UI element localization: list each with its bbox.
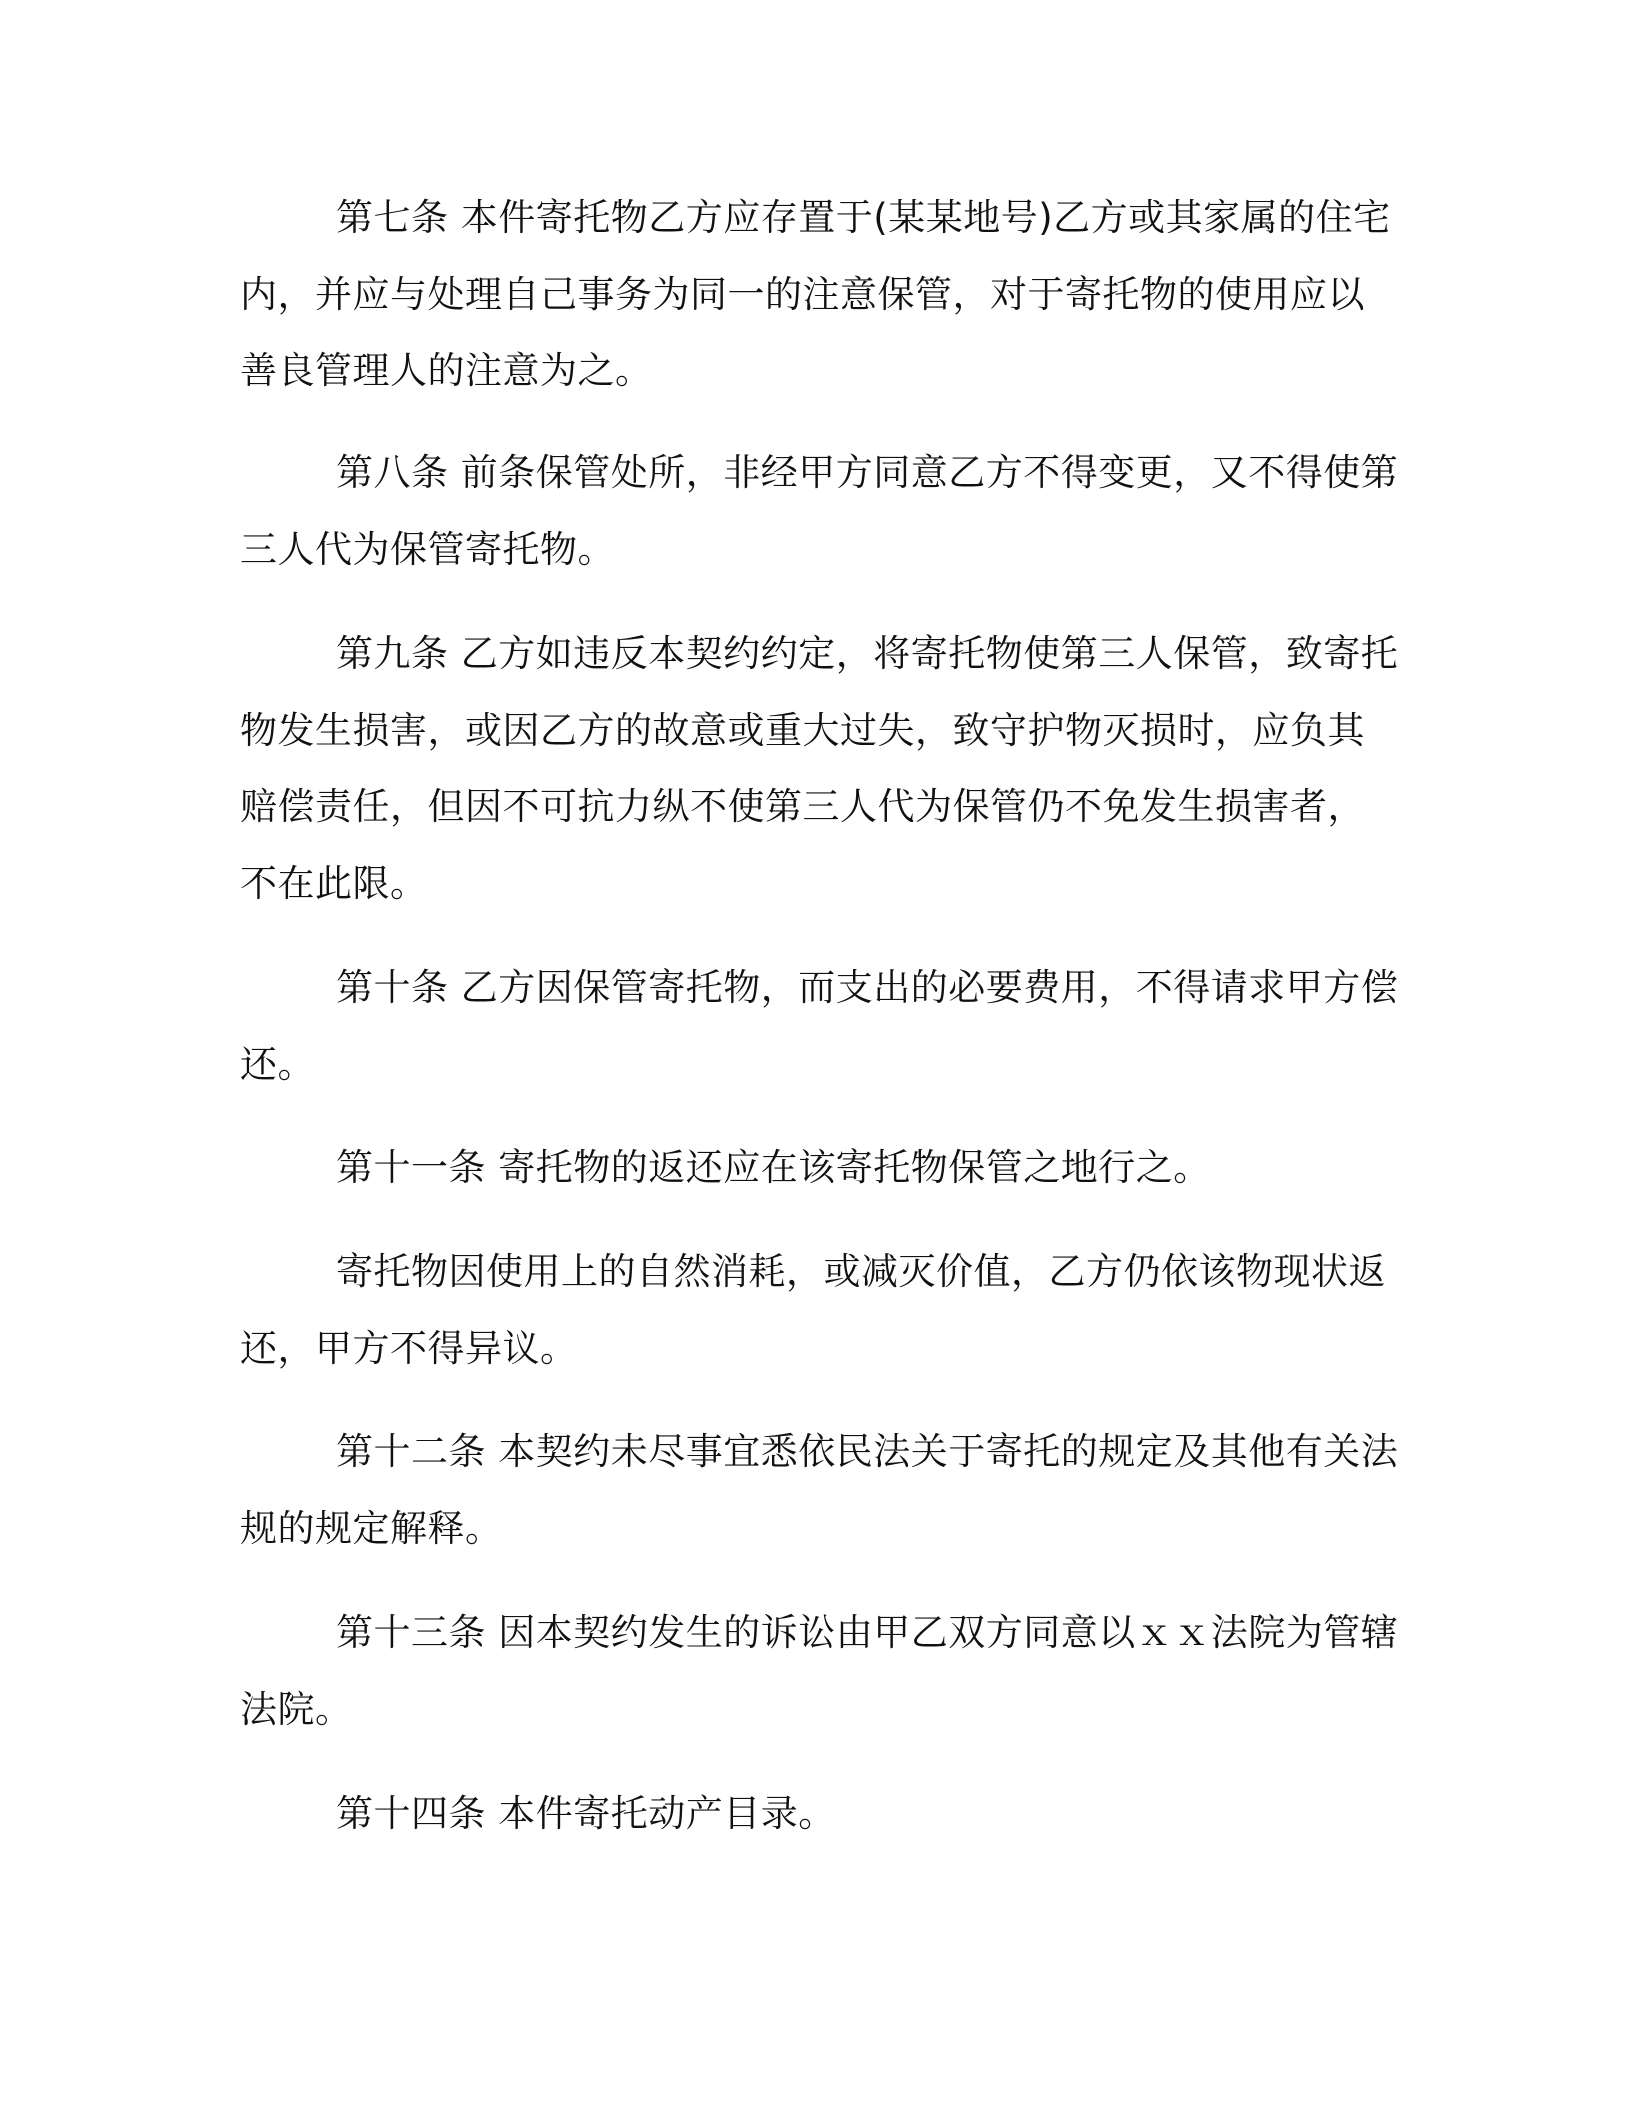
article-10-line-2: 还。 (240, 1043, 315, 1086)
article-10-line-1: 第十条 乙方因保管寄托物，而支出的必要费用，不得请求甲方偿 (336, 966, 1399, 1009)
article-9-line-1: 第九条 乙方如违反本契约约定，将寄托物使第三人保管，致寄托 (336, 632, 1399, 675)
article-7-line-3: 善良管理人的注意为之。 (240, 349, 653, 392)
article-8-line-2: 三人代为保管寄托物。 (240, 528, 615, 571)
article-11-line-1: 第十一条 寄托物的返还应在该寄托物保管之地行之。 (336, 1146, 1211, 1189)
article-13-line-1: 第十三条 因本契约发生的诉讼由甲乙双方同意以ｘｘ法院为管辖 (336, 1611, 1399, 1654)
article-7-line-1: 第七条 本件寄托物乙方应存置于(某某地号)乙方或其家属的住宅 (336, 196, 1391, 239)
article-11-continuation-line-2: 还，甲方不得异议。 (240, 1327, 578, 1370)
article-12-line-1: 第十二条 本契约未尽事宜悉依民法关于寄托的规定及其他有关法 (336, 1430, 1399, 1473)
article-9-line-2: 物发生损害，或因乙方的故意或重大过失，致守护物灭损时，应负其 (240, 709, 1365, 752)
article-14-line-1: 第十四条 本件寄托动产目录。 (336, 1792, 836, 1835)
article-9-line-4: 不在此限。 (240, 862, 428, 905)
article-8-line-1: 第八条 前条保管处所，非经甲方同意乙方不得变更，又不得使第 (336, 451, 1399, 494)
article-9-line-3: 赔偿责任，但因不可抗力纵不使第三人代为保管仍不免发生损害者， (240, 785, 1365, 828)
article-11-continuation-line-1: 寄托物因使用上的自然消耗，或减灭价值，乙方仍依该物现状返 (336, 1250, 1386, 1293)
article-12-line-2: 规的规定解释。 (240, 1507, 503, 1550)
article-13-line-2: 法院。 (240, 1688, 353, 1731)
article-7-line-2: 内，并应与处理自己事务为同一的注意保管，对于寄托物的使用应以 (240, 273, 1365, 316)
